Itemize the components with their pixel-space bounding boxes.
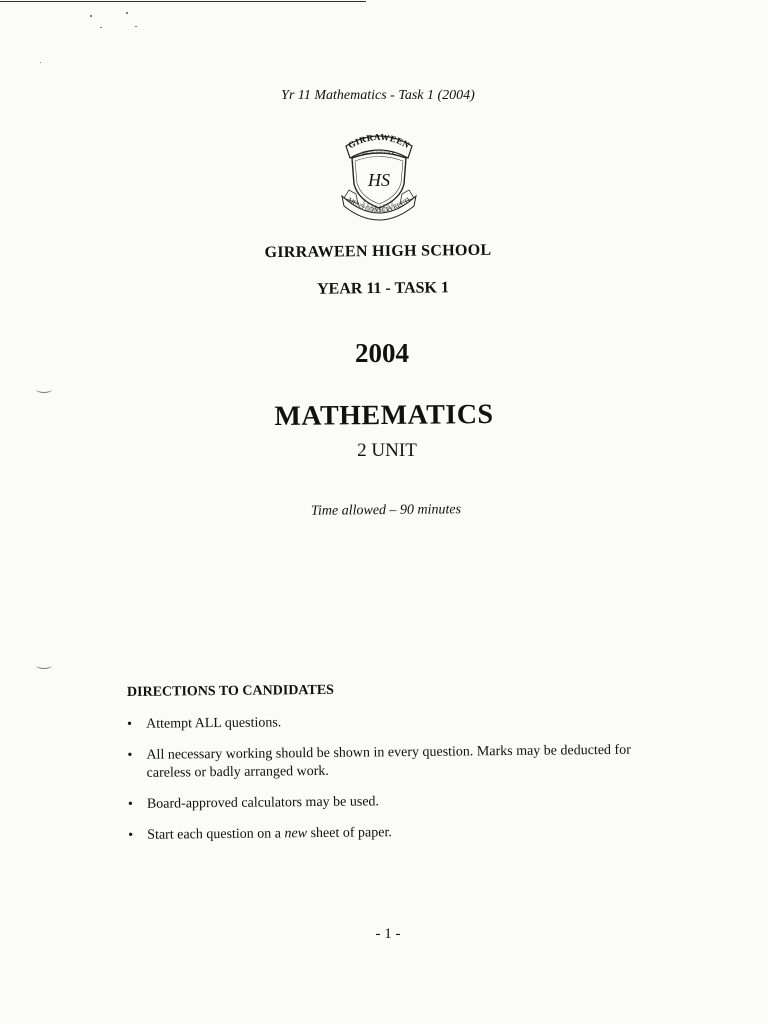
bullet-icon: •	[128, 827, 134, 843]
direction-emphasis: new	[284, 826, 308, 842]
scan-mark	[36, 662, 52, 669]
directions-heading: DIRECTIONS TO CANDIDATES	[126, 682, 335, 700]
scan-speck	[40, 62, 41, 63]
direction-item	[128, 790, 673, 814]
subject-title: MATHEMATICS	[274, 399, 494, 432]
scan-speck	[135, 26, 137, 27]
svg-text:GIRRAWEEN	[346, 132, 411, 151]
page-number: - 1 -	[375, 926, 401, 942]
direction-text-start: Start each question on a	[147, 826, 285, 843]
unit-label: 2 UNIT	[357, 440, 417, 461]
crest-motto: MENS CONSCIA RECTI	[346, 196, 412, 215]
scan-mark	[36, 386, 52, 393]
task-label: YEAR 11 - TASK 1	[316, 279, 450, 298]
direction-item	[127, 710, 672, 734]
school-name: GIRRAWEEN HIGH SCHOOL	[264, 241, 492, 262]
scan-speck	[126, 12, 128, 14]
crest-monogram: HS	[368, 170, 390, 190]
school-crest-logo	[334, 128, 424, 228]
crest-school-arc: GIRRAWEEN	[346, 131, 412, 151]
course-line: Yr 11 Mathematics - Task 1 (2004)	[281, 88, 475, 103]
direction-text: Attempt ALL questions.	[146, 715, 282, 732]
scan-speck	[100, 27, 102, 28]
bullet-icon: •	[127, 747, 133, 763]
direction-text-end: sheet of paper.	[306, 825, 392, 842]
directions-list	[127, 710, 673, 858]
scan-edge-line	[0, 1, 366, 2]
direction-item	[127, 741, 672, 783]
bullet-icon: •	[127, 716, 133, 732]
bullet-icon: •	[127, 796, 133, 812]
direction-item	[128, 821, 673, 845]
scan-speck	[90, 15, 92, 17]
direction-text: Board-approved calculators may be used.	[146, 794, 380, 812]
time-allowed: Time allowed – 90 minutes	[310, 502, 462, 519]
exam-year: 2004	[355, 338, 409, 368]
direction-text: All necessary working should be shown in every question. Marks may be deducted for careless or badly arranged work.	[146, 742, 631, 781]
